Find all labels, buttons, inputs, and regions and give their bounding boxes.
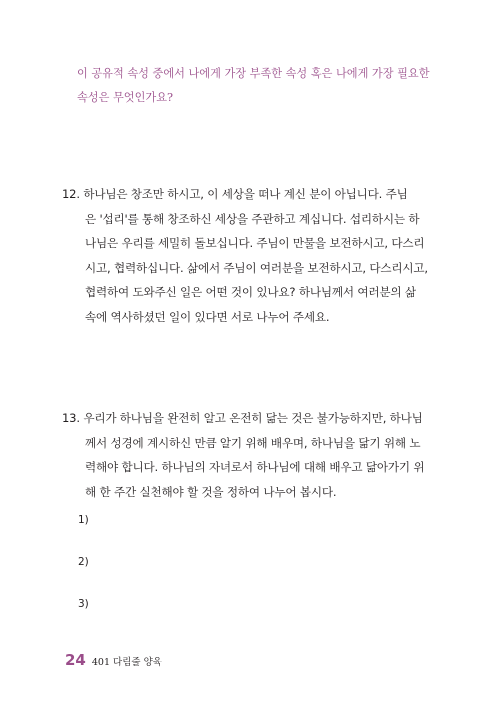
page-number: 24 xyxy=(65,651,86,669)
question-12-line: 12. 하나님은 창조만 하시고, 이 세상을 떠나 계신 분이 아닙니다. 주님 xyxy=(62,187,408,201)
answer-item-3: 3) xyxy=(78,598,89,610)
page-footer xyxy=(65,651,162,669)
prompt-line-2: 속성은 무엇인가요? xyxy=(77,91,174,104)
question-13-line: 13. 우리가 하나님을 완전히 알고 온전히 닮는 것은 불가능하지만, 하나님 xyxy=(62,411,423,425)
question-12-line: 시고, 협력하십니다. 삶에서 주님이 여러분을 보전하시고, 다스리시고, xyxy=(85,260,428,275)
question-13-line: 해 한 주간 실천해야 할 것을 정하여 나누어 봅시다. xyxy=(85,484,337,499)
question-12-line: 은 '섭리'를 통해 창조하신 세상을 주관하고 계십니다. 섭리하시는 하 xyxy=(85,211,420,226)
question-12 xyxy=(62,182,434,329)
answer-item-1: 1) xyxy=(78,514,89,526)
answer-item-2: 2) xyxy=(78,556,89,568)
question-13-line: 력해야 합니다. 하나님의 자녀로서 하나님에 대해 배우고 닮아가기 위 xyxy=(85,460,425,474)
question-12-line: 협력하여 도와주신 일은 어떤 것이 있나요? 하나님께서 여러분의 삶 xyxy=(85,285,416,299)
question-12-line: 나님은 우리를 세밀히 돌보십니다. 주님이 만물을 보전하시고, 다스리 xyxy=(85,236,425,250)
prompt-line-1: 이 공유적 속성 중에서 나에게 가장 부족한 속성 혹은 나에게 가장 필요한 xyxy=(77,67,430,80)
question-12-line: 속에 역사하셨던 일이 있다면 서로 나누어 주세요. xyxy=(85,309,330,324)
reflection-prompt xyxy=(77,62,437,110)
book-title: 401 다림줄 양육 xyxy=(91,657,162,668)
question-13 xyxy=(62,406,434,504)
question-13-line: 께서 성경에 계시하신 만큼 알기 위해 배우며, 하나님을 닮기 위해 노 xyxy=(85,435,421,450)
